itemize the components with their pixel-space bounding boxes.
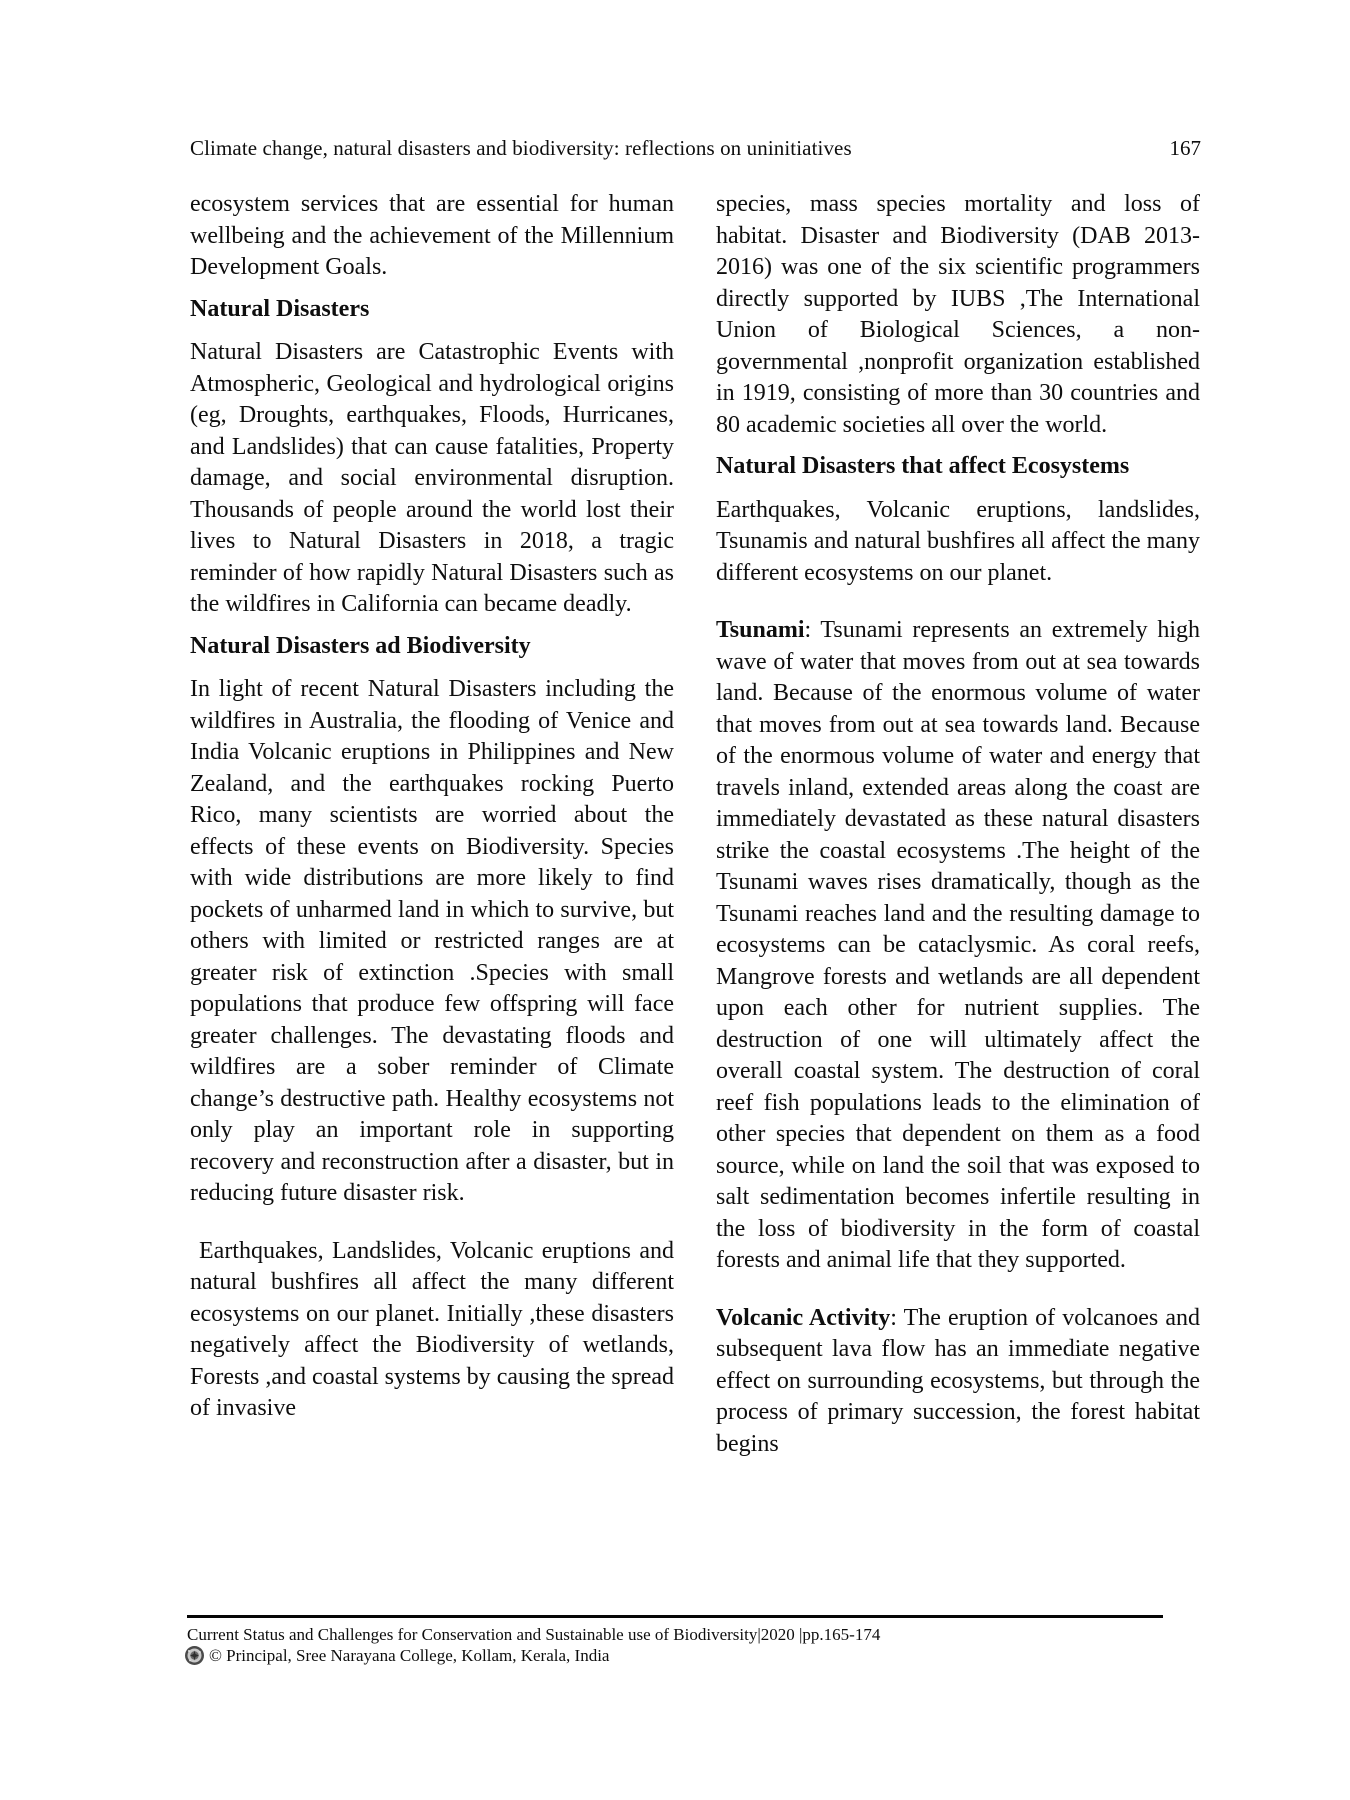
- paragraph: Natural Disasters are Catastrophic Events with Atmospheric, Geological and hydrological origins (eg, Droughts, earthquakes, Floods, Hurricanes, and Landslides) that can cause fatalities, Property damage, and social environmental disruption. Thousands of people around the world lost their lives to Natural Disasters in 2018, a tragic reminder of how rapidly Natural Disasters such as the wildfires in California can became deadly.: [190, 339, 674, 617]
- paragraph-tsunami: [716, 615, 1200, 1277]
- run-in-heading-volcanic-activity: Volcanic Activity: [716, 1304, 891, 1331]
- paragraph-text: : The eruption of volcanoes and subsequent lava flow has an immediate negative effect on surrounding ecosystems, but through the process of primary succession, the forest habitat begins: [716, 1304, 1200, 1457]
- copyright-text: © Principal, Sree Narayana College, Kollam, Kerala, India: [209, 1646, 610, 1665]
- run-in-heading-tsunami: Tsunami: [716, 617, 805, 643]
- college-seal-icon: [184, 1645, 205, 1666]
- paragraph: Earthquakes, Volcanic eruptions, landslides, Tsunamis and natural bushfires all affect the many different ecosystems on our planet.: [716, 496, 1200, 586]
- paragraph-continuation: species, mass species mortality and loss of habitat. Disaster and Biodiversity (DAB 2013-2016) was one of the six scientific programmers directly supported by IUBS ,The International Union of Biological Sciences, a non-governmental ,nonprofit organization established in 1919, consisting of more than 30 countries and 80 academic societies all over the world.: [716, 191, 1200, 438]
- page-header: [190, 136, 1201, 161]
- section-heading-natural-disasters: Natural Disasters: [190, 295, 370, 322]
- page-number: 167: [1169, 136, 1201, 160]
- section-heading-disasters-affect-ecosystems: Natural Disasters that affect Ecosystems: [716, 453, 1130, 479]
- section-heading-natural-disasters-ad-biodiversity: Natural Disasters ad Biodiversity: [190, 632, 531, 659]
- footer-copyright: [184, 1645, 609, 1666]
- right-column: [716, 189, 1200, 1486]
- two-column-body: [190, 189, 1201, 1486]
- footer-rule: [187, 1615, 1163, 1618]
- running-title: Climate change, natural disasters and biodiversity: reflections on uninitiatives: [190, 136, 852, 160]
- footer-citation: Current Status and Challenges for Conservation and Sustainable use of Biodiversity|2020 |pp.165-174: [187, 1625, 881, 1644]
- left-column: [190, 189, 674, 1486]
- paragraph-continuation: ecosystem services that are essential for human wellbeing and the achievement of the Millennium Development Goals.: [190, 191, 674, 280]
- paragraph: Earthquakes, Landslides, Volcanic eruptions and natural bushfires all affect the many different ecosystems on our planet. Initially ,these disasters negatively affect the Biodiversity of wetlands, Forests ,and coastal systems by causing the spread of invasive: [190, 1237, 674, 1421]
- paragraph: In light of recent Natural Disasters including the wildfires in Australia, the flooding of Venice and India Volcanic eruptions in Philippines and New Zealand, and the earthquakes rocking Puerto Rico, many scientists are worried about the effects of these events on Biodiversity. Species with wide distributions are more likely to find pockets of unharmed land in which to survive, but others with limited or restricted ranges are at greater risk of extinction .Species with small populations that produce few offspring will face greater challenges. The devastating floods and wildfires are a sober reminder of Climate change’s destructive path. Healthy ecosystems not only play an important role in supporting recovery and reconstruction after a disaster, but in reducing future disaster risk.: [190, 676, 674, 1206]
- paragraph-text: : Tsunami represents an extremely high wave of water that moves from out at sea towards land. Because of the enormous volume of water that moves from out at sea towards land. Because of the enormous volume of water and energy that travels inland, extended areas along the coast are immediately devastated as these natural disasters strike the coastal ecosystems .The height of the Tsunami waves rises dramatically, though as the Tsunami reaches land and the resulting damage to ecosystems can be cataclysmic. As coral reefs, Mangrove forests and wetlands are all dependent upon each other for nutrient supplies. The destruction of one will ultimately affect the overall coastal system. The destruction of coral reef fish populations leads to the elimination of other species that dependent on them as a food source, while on land the soil that was exposed to salt sedimentation becomes infertile resulting in the loss of biodiversity in the form of coastal forests and animal life that they supported.: [716, 617, 1200, 1273]
- paragraph-volcanic-activity: [716, 1303, 1200, 1461]
